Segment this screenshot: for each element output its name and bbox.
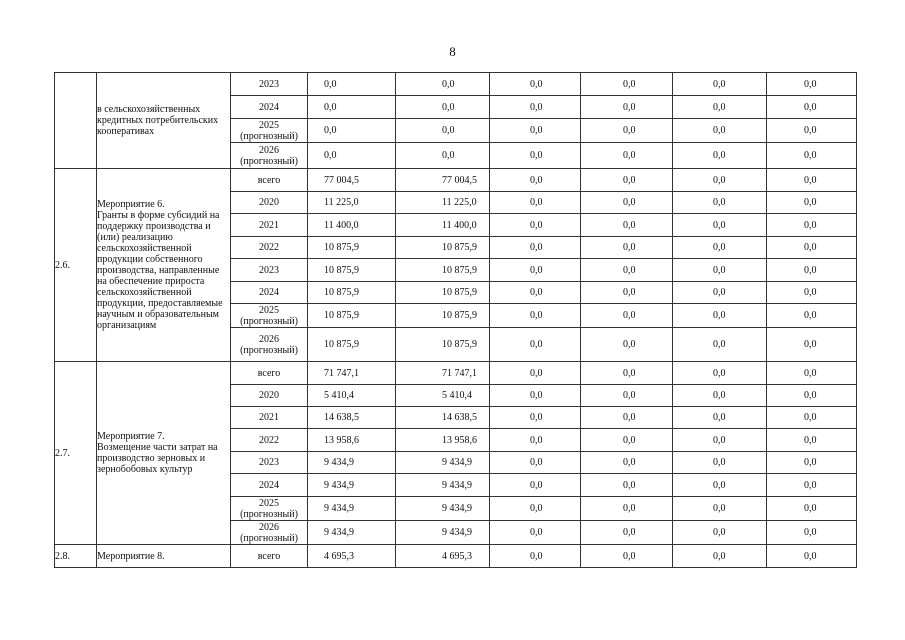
value-cell [673,237,767,259]
value-text: 0,0 [530,390,543,401]
value-text: 9 434,9 [442,457,472,468]
value-cell [308,497,396,521]
value-text: 0,0 [530,479,543,491]
value-cell [308,237,396,259]
value-text: 0,0 [623,174,636,186]
value-text: 77 004,5 [442,174,477,186]
value-cell [490,497,581,521]
measure-name: в сельскохозяйственных кредитных потребительских кооперативах [97,73,231,169]
value-cell [767,259,857,282]
value-text: 0,0 [804,174,817,186]
value-cell [396,304,490,328]
value-cell [308,169,396,192]
value-text: 0,0 [623,390,636,401]
value-text: 0,0 [530,174,543,186]
value-cell [308,119,396,143]
value-cell [767,192,857,214]
value-text: 0,0 [713,527,726,538]
value-cell [396,521,490,545]
value-text: 0,0 [530,367,543,379]
value-cell [490,304,581,328]
value-text: 11 400,0 [442,219,477,231]
year-cell: 2024 [231,474,308,497]
value-text: 0,0 [623,434,636,446]
value-cell [767,497,857,521]
value-text: 0,0 [713,150,726,161]
measure-name: Мероприятие 7. Возмещение части затрат на производство зерновых и зернобобовых культур [97,362,231,545]
value-text: 0,0 [804,78,817,90]
value-text: 0,0 [623,287,636,298]
value-text: 0,0 [804,125,817,136]
value-cell [396,385,490,407]
value-text: 0,0 [530,242,543,253]
value-text: 10 875,9 [442,242,477,253]
value-cell [308,96,396,119]
value-cell [490,545,581,568]
value-text: 0,0 [530,125,543,136]
year-cell: 2021 [231,214,308,237]
value-text: 9 434,9 [324,457,354,468]
value-text: 10 875,9 [442,264,477,276]
value-cell [396,237,490,259]
value-cell [396,192,490,214]
value-text: 0,0 [713,550,726,562]
value-text: 0,0 [804,287,817,298]
value-cell [767,304,857,328]
value-text: 10 875,9 [324,264,359,276]
value-text: 0,0 [530,412,543,423]
value-text: 0,0 [530,150,543,161]
value-cell [308,304,396,328]
value-text: 0,0 [713,101,726,113]
value-text: 13 958,6 [442,434,477,446]
value-cell [490,259,581,282]
value-text: 0,0 [623,367,636,379]
value-cell [673,214,767,237]
value-cell [767,452,857,474]
value-text: 0,0 [623,339,636,350]
value-text: 0,0 [530,339,543,350]
value-text: 9 434,9 [442,503,472,514]
value-text: 0,0 [623,219,636,231]
year-cell: 2026 (прогнозный) [231,143,308,169]
value-text: 0,0 [804,310,817,321]
value-text: 0,0 [713,479,726,491]
value-cell [581,143,673,169]
value-cell [581,328,673,362]
value-text: 0,0 [623,78,636,90]
value-text: 0,0 [324,101,337,113]
value-cell [490,143,581,169]
value-cell [767,143,857,169]
value-cell [308,385,396,407]
value-text: 4 695,3 [442,550,472,562]
value-cell [308,362,396,385]
value-text: 0,0 [530,434,543,446]
value-text: 11 225,0 [442,197,477,208]
value-text: 0,0 [804,101,817,113]
value-cell [673,385,767,407]
value-text: 14 638,5 [324,412,359,423]
value-cell [490,282,581,304]
item-number: 2.8. [55,545,97,568]
value-text: 0,0 [713,197,726,208]
value-cell [767,237,857,259]
value-text: 0,0 [713,287,726,298]
value-text: 11 225,0 [324,197,359,208]
table-row [55,169,857,192]
value-text: 0,0 [804,150,817,161]
value-text: 0,0 [530,310,543,321]
value-text: 0,0 [324,78,337,90]
value-cell [490,73,581,96]
value-cell [673,545,767,568]
value-text: 0,0 [530,503,543,514]
value-text: 14 638,5 [442,412,477,423]
value-cell [673,497,767,521]
value-text: 13 958,6 [324,434,359,446]
value-cell [490,119,581,143]
year-cell: 2021 [231,407,308,429]
value-text: 0,0 [713,264,726,276]
value-text: 0,0 [713,219,726,231]
value-cell [490,429,581,452]
value-text: 11 400,0 [324,219,359,231]
value-cell [490,521,581,545]
value-cell [767,73,857,96]
year-cell: 2020 [231,192,308,214]
value-cell [308,474,396,497]
value-text: 0,0 [713,310,726,321]
value-text: 0,0 [623,310,636,321]
value-cell [673,169,767,192]
value-cell [490,169,581,192]
value-cell [396,362,490,385]
value-cell [767,214,857,237]
value-text: 4 695,3 [324,550,354,562]
value-cell [490,385,581,407]
value-text: 0,0 [530,264,543,276]
value-text: 0,0 [442,101,455,113]
value-cell [581,304,673,328]
value-cell [396,497,490,521]
year-cell: 2022 [231,429,308,452]
value-text: 0,0 [442,125,455,136]
value-cell [673,452,767,474]
year-cell: 2023 [231,73,308,96]
value-text: 0,0 [623,457,636,468]
value-cell [581,237,673,259]
value-cell [308,429,396,452]
value-cell [673,73,767,96]
value-text: 0,0 [713,242,726,253]
value-text: 0,0 [804,527,817,538]
value-text: 0,0 [623,150,636,161]
value-text: 0,0 [623,242,636,253]
value-text: 10 875,9 [324,242,359,253]
year-cell: 2026 (прогнозный) [231,521,308,545]
value-text: 0,0 [804,550,817,562]
value-cell [308,259,396,282]
value-cell [396,73,490,96]
value-cell [673,474,767,497]
value-cell [396,119,490,143]
value-cell [581,545,673,568]
value-text: 0,0 [530,550,543,562]
year-cell: всего [231,362,308,385]
value-text: 0,0 [713,434,726,446]
value-cell [581,474,673,497]
table-row [55,362,857,385]
table-row [55,73,857,96]
year-cell: 2023 [231,452,308,474]
value-text: 5 410,4 [324,390,354,401]
value-cell [396,328,490,362]
value-cell [308,407,396,429]
value-cell [490,328,581,362]
value-cell [581,96,673,119]
value-cell [490,192,581,214]
value-text: 10 875,9 [442,287,477,298]
value-text: 0,0 [804,434,817,446]
value-text: 0,0 [623,264,636,276]
value-cell [581,385,673,407]
value-text: 0,0 [623,503,636,514]
value-cell [767,362,857,385]
value-text: 0,0 [324,150,337,161]
value-cell [673,328,767,362]
year-cell: 2024 [231,96,308,119]
value-cell [308,214,396,237]
value-text: 9 434,9 [324,479,354,491]
value-text: 0,0 [530,101,543,113]
year-cell: 2026 (прогнозный) [231,328,308,362]
value-text: 0,0 [804,390,817,401]
value-text: 77 004,5 [324,174,359,186]
value-text: 0,0 [623,197,636,208]
value-text: 0,0 [804,339,817,350]
value-text: 0,0 [530,219,543,231]
value-cell [581,521,673,545]
value-cell [581,73,673,96]
value-cell [490,474,581,497]
value-text: 5 410,4 [442,390,472,401]
value-cell [767,169,857,192]
value-cell [396,214,490,237]
value-cell [490,362,581,385]
value-text: 0,0 [530,78,543,90]
value-text: 0,0 [713,457,726,468]
value-cell [767,385,857,407]
year-cell: всего [231,545,308,568]
value-text: 0,0 [442,78,455,90]
value-text: 0,0 [713,174,726,186]
value-cell [308,282,396,304]
value-text: 0,0 [713,390,726,401]
value-cell [490,237,581,259]
value-text: 0,0 [623,479,636,491]
value-cell [767,119,857,143]
year-cell: 2025 (прогнозный) [231,119,308,143]
value-cell [581,214,673,237]
value-text: 71 747,1 [324,367,359,379]
year-cell: 2020 [231,385,308,407]
value-text: 0,0 [804,242,817,253]
value-cell [396,452,490,474]
value-text: 0,0 [804,219,817,231]
value-text: 0,0 [442,150,455,161]
page-number: 8 [449,44,456,59]
value-cell [673,521,767,545]
value-text: 0,0 [804,479,817,491]
value-text: 0,0 [623,527,636,538]
value-cell [673,259,767,282]
value-cell [673,429,767,452]
value-cell [673,119,767,143]
value-text: 0,0 [804,457,817,468]
value-text: 10 875,9 [324,339,359,350]
value-cell [396,474,490,497]
value-cell [396,143,490,169]
value-cell [581,429,673,452]
value-cell [396,407,490,429]
item-number: 2.6. [55,169,97,362]
year-cell: 2022 [231,237,308,259]
value-text: 0,0 [804,197,817,208]
year-cell: 2025 (прогнозный) [231,304,308,328]
value-cell [767,96,857,119]
value-text: 0,0 [623,550,636,562]
value-text: 9 434,9 [442,479,472,491]
value-cell [308,521,396,545]
value-text: 0,0 [713,125,726,136]
value-cell [308,328,396,362]
value-cell [767,407,857,429]
value-cell [581,407,673,429]
value-cell [767,282,857,304]
value-cell [673,192,767,214]
value-cell [581,192,673,214]
value-cell [490,214,581,237]
year-cell: 2023 [231,259,308,282]
value-text: 9 434,9 [324,503,354,514]
value-cell [396,169,490,192]
value-text: 0,0 [623,125,636,136]
value-cell [581,282,673,304]
value-cell [581,362,673,385]
value-cell [490,407,581,429]
value-cell [767,545,857,568]
item-number: 2.7. [55,362,97,545]
value-text: 0,0 [713,339,726,350]
value-cell [767,521,857,545]
value-text: 0,0 [804,503,817,514]
value-text: 0,0 [623,101,636,113]
value-text: 0,0 [804,412,817,423]
value-cell [308,73,396,96]
value-cell [308,545,396,568]
value-text: 0,0 [623,412,636,423]
value-text: 0,0 [324,125,337,136]
table-row [55,545,857,568]
value-cell [396,259,490,282]
year-cell: 2025 (прогнозный) [231,497,308,521]
value-cell [581,119,673,143]
value-text: 0,0 [530,197,543,208]
value-cell [673,282,767,304]
value-cell [673,362,767,385]
value-cell [581,452,673,474]
value-cell [581,497,673,521]
value-text: 0,0 [530,287,543,298]
value-cell [767,328,857,362]
value-cell [308,143,396,169]
value-cell [673,407,767,429]
value-cell [396,429,490,452]
year-cell: всего [231,169,308,192]
value-text: 9 434,9 [324,527,354,538]
value-cell [581,259,673,282]
value-cell [396,96,490,119]
year-cell: 2024 [231,282,308,304]
value-text: 10 875,9 [324,287,359,298]
value-text: 0,0 [713,367,726,379]
measure-name: Мероприятие 8. [97,545,231,568]
value-text: 0,0 [804,367,817,379]
value-cell [396,282,490,304]
value-text: 0,0 [713,412,726,423]
value-text: 9 434,9 [442,527,472,538]
value-cell [308,452,396,474]
value-cell [490,452,581,474]
value-text: 0,0 [713,503,726,514]
value-cell [673,304,767,328]
value-cell [396,545,490,568]
value-text: 10 875,9 [442,310,477,321]
measure-name: Мероприятие 6. Гранты в форме субсидий на поддержку производства и (или) реализацию сельскохозяйственной продукции собственного производства, направленные на обеспечение прироста сельскохозяйственной продукции, предоставляемые научным и образовательным организациям [97,169,231,362]
value-cell [673,96,767,119]
value-cell [308,192,396,214]
value-text: 0,0 [713,78,726,90]
value-cell [490,96,581,119]
value-text: 0,0 [530,457,543,468]
value-text: 0,0 [804,264,817,276]
item-number [55,73,97,169]
value-text: 71 747,1 [442,367,477,379]
value-text: 0,0 [530,527,543,538]
value-text: 10 875,9 [324,310,359,321]
value-cell [767,429,857,452]
value-cell [767,474,857,497]
value-cell [673,143,767,169]
value-cell [581,169,673,192]
budget-table [54,72,857,568]
value-text: 10 875,9 [442,339,477,350]
